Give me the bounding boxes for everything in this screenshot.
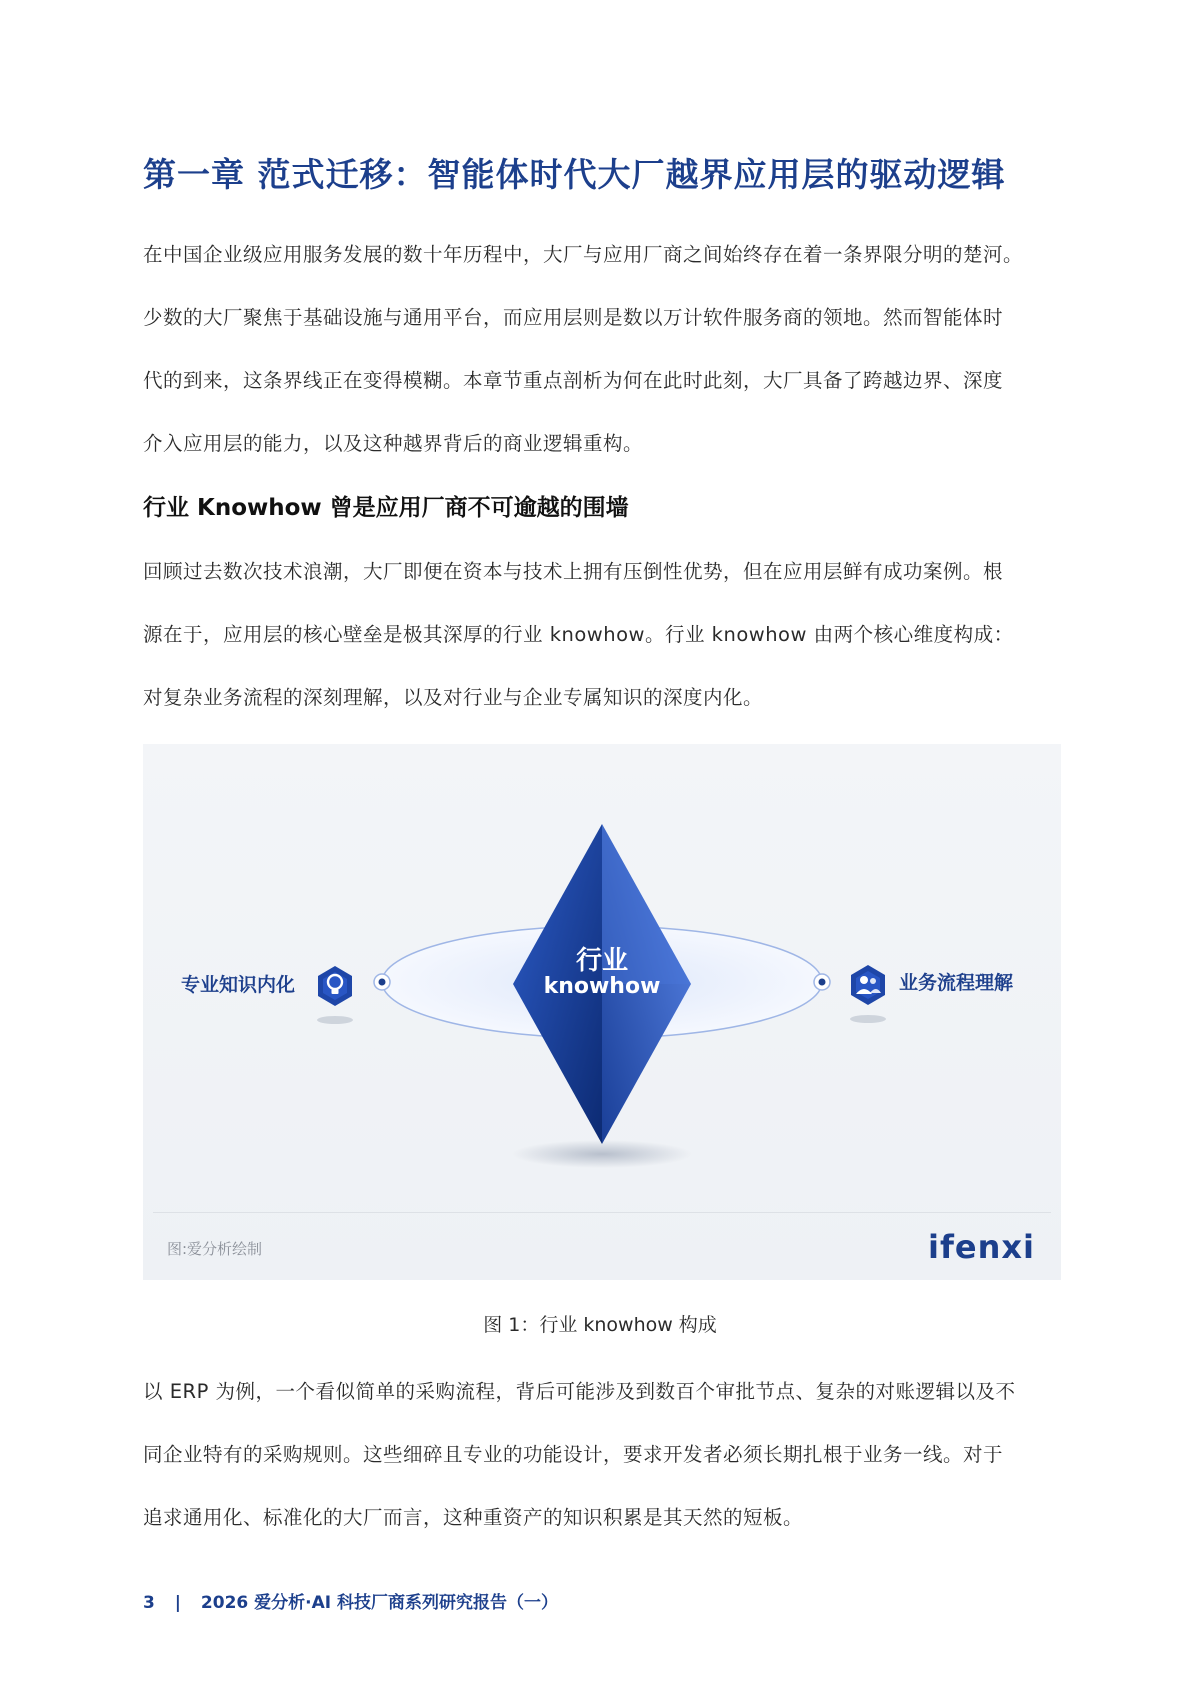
- page-footer: [143, 1588, 558, 1613]
- figure-credit: 图:爱分析绘制: [167, 1240, 263, 1258]
- center-label-line2: knowhow: [543, 974, 661, 999]
- figure-divider: [153, 1212, 1051, 1213]
- intro-line: 介入应用层的能力，以及这种越界背后的商业逻辑重构。: [143, 432, 644, 455]
- section-paragraph: [143, 540, 1061, 729]
- chapter-title: 第一章 范式迁移：智能体时代大厂越界应用层的驱动逻辑: [143, 155, 1006, 194]
- figure-caption: 图 1：行业 knowhow 构成: [483, 1314, 717, 1336]
- intro-line: 在中国企业级应用服务发展的数十年历程中，大厂与应用厂商之间始终存在着一条界限分明的楚河。: [143, 243, 1024, 266]
- knowhow-diagram: [143, 744, 1061, 1280]
- knowhow-figure: [143, 744, 1061, 1280]
- section-line: 回顾过去数次技术浪潮，大厂即便在资本与技术上拥有压倒性优势，但在应用层鲜有成功案例。根: [143, 560, 1004, 583]
- section-line: 源在于，应用层的核心壁垒是极其深厚的行业 knowhow。行业 knowhow 由两个核心维度构成：: [143, 623, 1014, 646]
- right-label: 业务流程理解: [899, 972, 1014, 994]
- left-label: 专业知识内化: [181, 974, 296, 996]
- closing-line: 追求通用化、标准化的大厂而言，这种重资产的知识积累是其天然的短板。: [143, 1506, 804, 1529]
- closing-line: 同企业特有的采购规则。这些细碎且专业的功能设计，要求开发者必须长期扎根于业务一线。对于: [143, 1443, 1004, 1466]
- intro-line: 少数的大厂聚焦于基础设施与通用平台，而应用层则是数以万计软件服务商的领地。然而智能体时: [143, 306, 1004, 329]
- page-number: 3: [143, 1593, 155, 1613]
- section-heading: 行业 Knowhow 曾是应用厂商不可逾越的围墙: [143, 495, 629, 521]
- report-title: 2026 爱分析·AI 科技厂商系列研究报告（一）: [200, 1593, 558, 1613]
- closing-paragraph: [143, 1360, 1061, 1549]
- center-label-line1: 行业: [575, 946, 628, 976]
- intro-paragraph: [143, 223, 1061, 475]
- section-line: 对复杂业务流程的深刻理解，以及对行业与企业专属知识的深度内化。: [143, 686, 764, 709]
- diamond-shadow: [512, 1140, 692, 1168]
- closing-line: 以 ERP 为例，一个看似简单的采购流程，背后可能涉及到数百个审批节点、复杂的对账逻辑以及不: [143, 1380, 1016, 1403]
- ifenxi-logo: ifenxi: [928, 1228, 1035, 1266]
- intro-line: 代的到来，这条界线正在变得模糊。本章节重点剖析为何在此时此刻，大厂具备了跨越边界、深度: [143, 369, 1004, 392]
- footer-separator: |: [174, 1593, 181, 1613]
